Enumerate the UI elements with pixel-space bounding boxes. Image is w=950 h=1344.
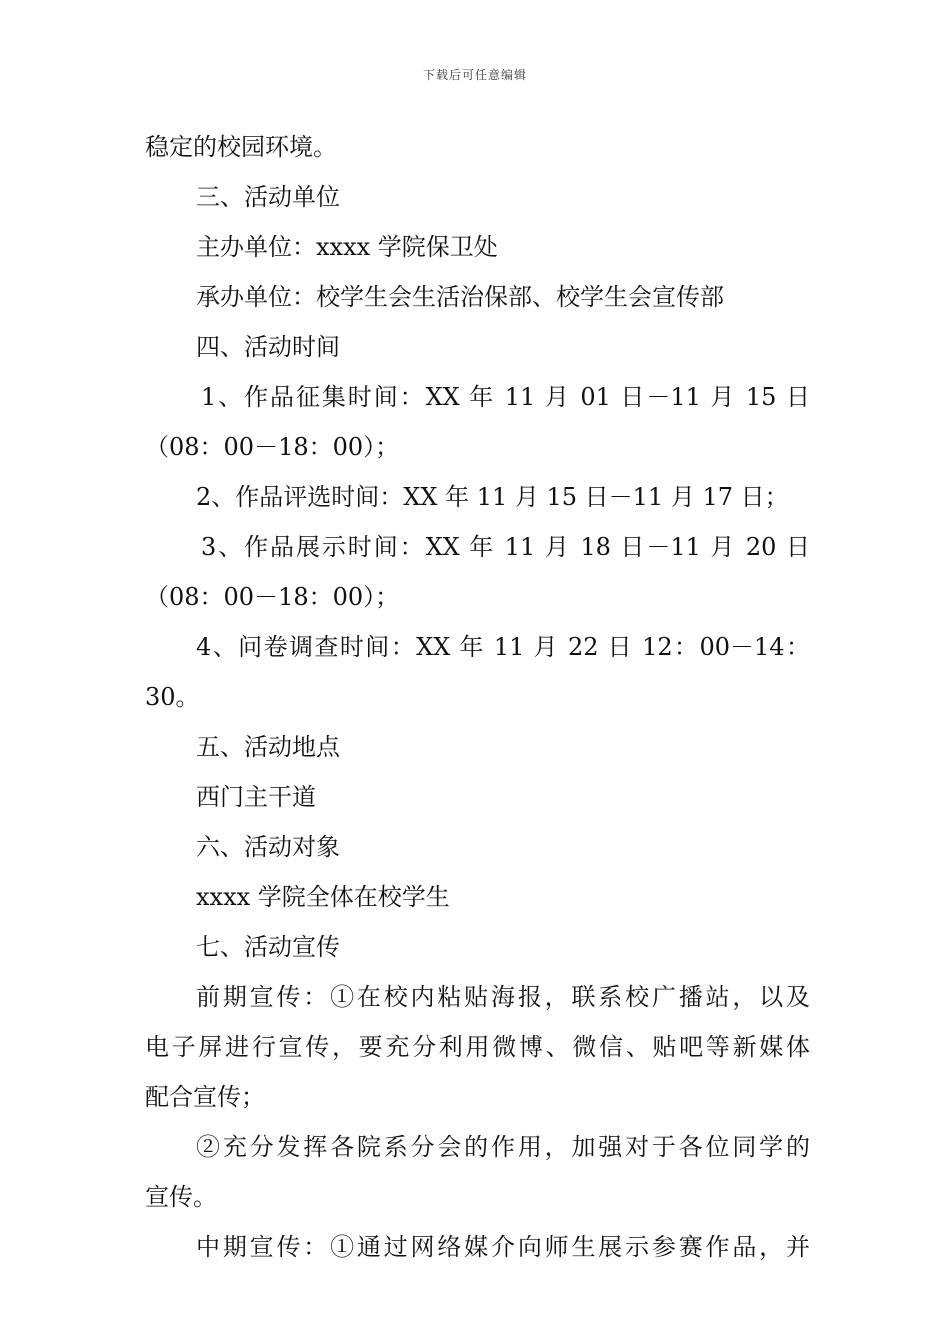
section-heading: 三、活动单位 (196, 183, 340, 211)
text-line: （08：00－18：00）； (145, 583, 400, 611)
section-heading: 四、活动时间 (196, 333, 340, 361)
text-line: 稳定的校园环境。 (145, 133, 337, 161)
text-line: 承办单位：校学生会生活治保部、校学生会宣传部 (196, 283, 724, 311)
page-header: 下载后可任意编辑 (422, 68, 527, 82)
text-line: （08：00－18：00）； (145, 433, 400, 461)
text-line: ②充分发挥各院系分会的作用，加强对于各位同学的 (196, 1133, 810, 1161)
text-line: 前期宣传：①在校内粘贴海报，联系校广播站，以及 (196, 983, 810, 1011)
text-line: 1、作品征集时间：XX 年 11 月 01 日－11 月 15 日 (201, 383, 810, 411)
section-heading: 七、活动宣传 (196, 933, 340, 961)
section-heading: 五、活动地点 (196, 733, 340, 761)
text-line: 西门主干道 (196, 783, 316, 811)
text-line: 3、作品展示时间：XX 年 11 月 18 日－11 月 20 日 (201, 533, 810, 561)
document-body (145, 122, 810, 1272)
text-line: 主办单位：xxxx 学院保卫处 (196, 233, 498, 261)
text-line: 配合宣传； (145, 1083, 265, 1111)
text-line: xxxx 学院全体在校学生 (196, 883, 450, 911)
text-line: 宣传。 (145, 1183, 217, 1211)
text-line: 2、作品评选时间：XX 年 11 月 15 日－11 月 17 日； (196, 483, 789, 511)
text-line: 中期宣传：①通过网络媒介向师生展示参赛作品，并 (196, 1233, 810, 1261)
text-line: 电子屏进行宣传，要充分利用微博、微信、贴吧等新媒体 (145, 1033, 810, 1061)
text-line: 4、问卷调查时间：XX 年 11 月 22 日 12：00－14：30。 (145, 633, 810, 711)
section-heading: 六、活动对象 (196, 833, 340, 861)
